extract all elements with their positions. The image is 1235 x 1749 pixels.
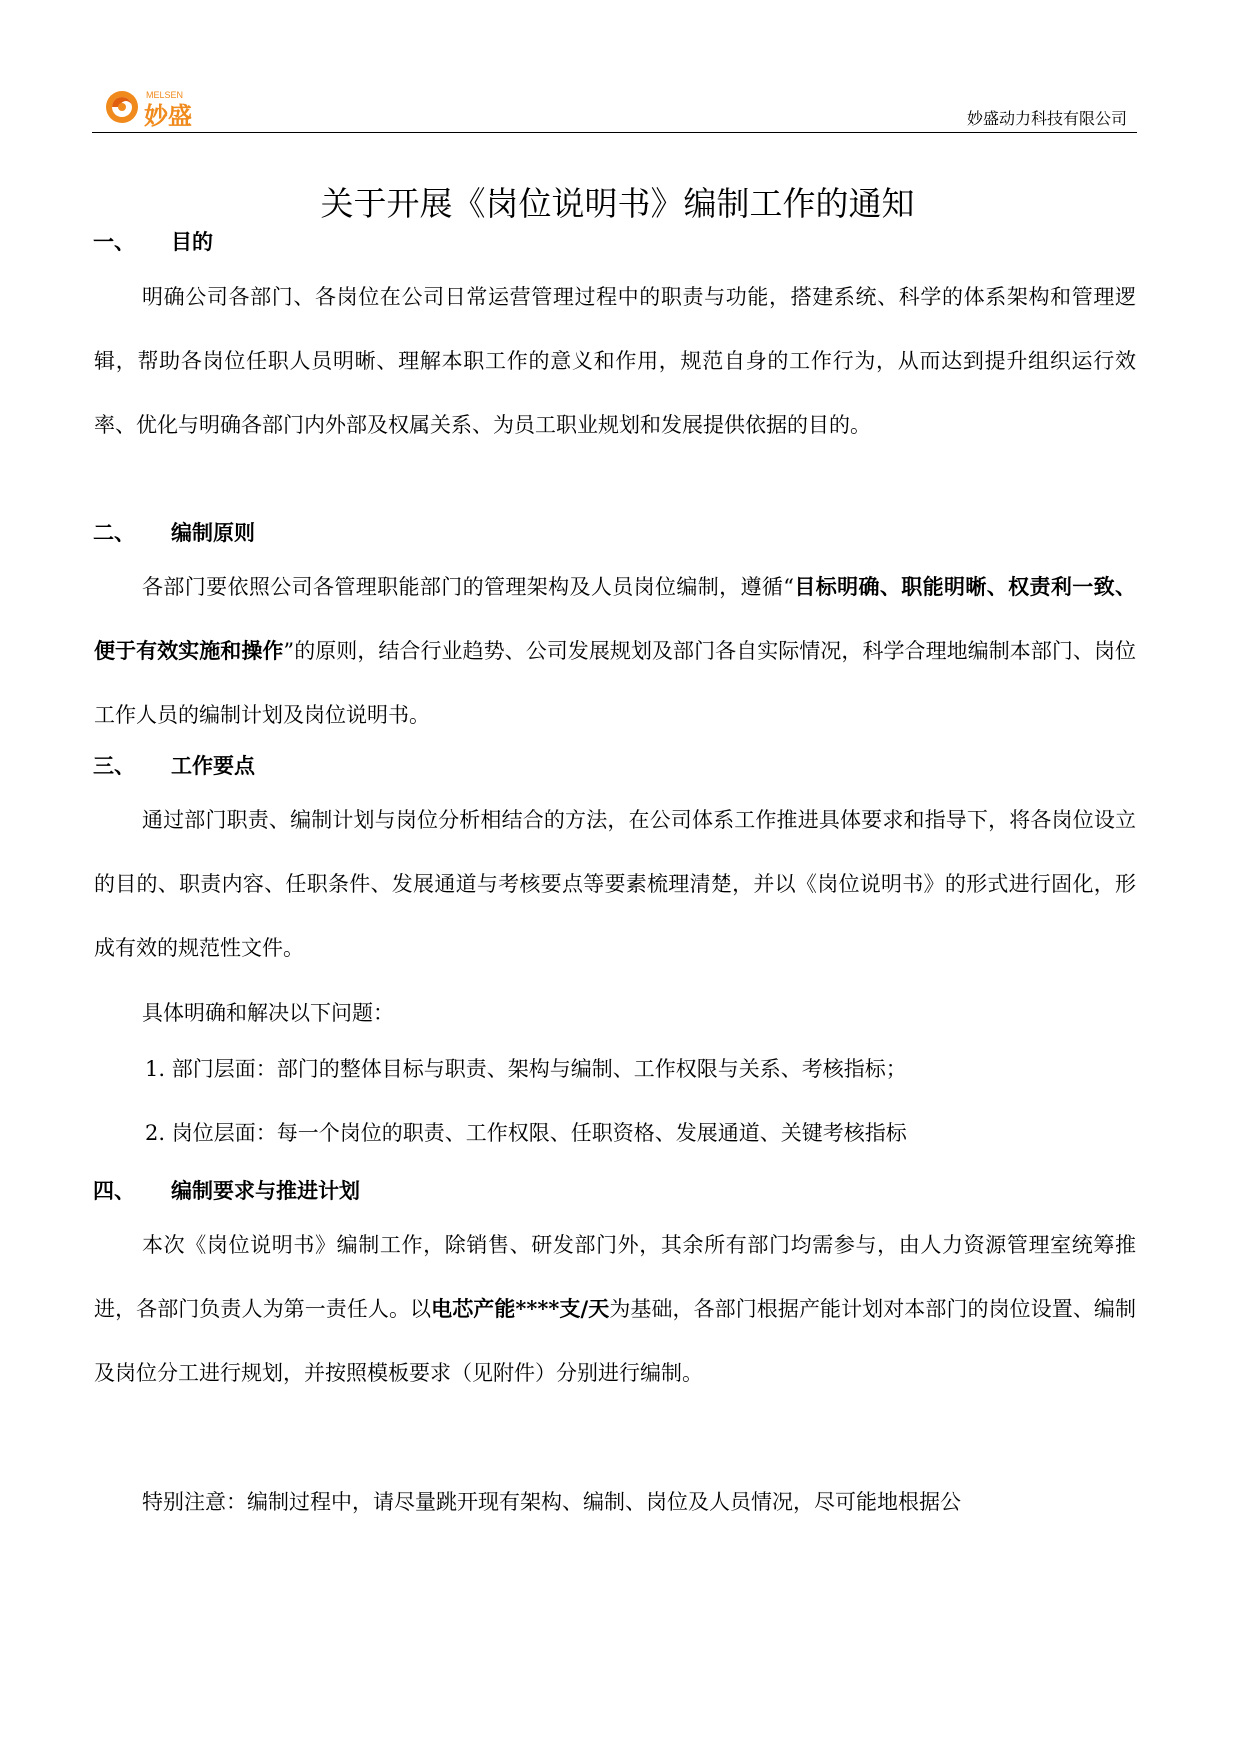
list-item: 1. 部门层面：部门的整体目标与职责、架构与编制、工作权限与关系、考核指标； <box>145 1057 907 1081</box>
text-run: ”的原则，结合行业趋势、公司发展规划及部门各自实际情况，科学合理地编制本部门、岗位工作人员的编制计划及岗位说明书。 <box>94 639 1137 727</box>
logo-text-main: 妙盛 <box>144 102 192 128</box>
section-number: 二、 <box>93 521 135 545</box>
section-title: 工作要点 <box>171 754 255 778</box>
text-run: 各部门要依照公司各管理职能部门的管理架构及人员岗位编制，遵循“ <box>142 575 794 599</box>
bold-capacity: 电芯产能****支/天 <box>431 1296 610 1321</box>
paragraph <box>94 555 1136 747</box>
paragraph: 通过部门职责、编制计划与岗位分析相结合的方法，在公司体系工作推进具体要求和指导下，将各岗位设立的目的、职责内容、任职条件、发展通道与考核要点等要素梳理清楚，并以《岗位说明书》的形式进行固化，形成有效的规范性文件。 <box>94 808 1136 960</box>
list-item: 2. 岗位层面：每一个岗位的职责、工作权限、任职资格、发展通道、关键考核指标 <box>145 1121 907 1145</box>
section-number: 四、 <box>93 1179 135 1203</box>
section-title: 编制原则 <box>171 521 255 545</box>
paragraph: 明确公司各部门、各岗位在公司日常运营管理过程中的职责与功能，搭建系统、科学的体系架构和管理逻辑，帮助各岗位任职人员明晰、理解本职工作的意义和作用，规范自身的工作行为，从而达到提升组织运行效率、优化与明确各部门内外部及权属关系、为员工职业规划和发展提供依据的目的。 <box>94 285 1136 437</box>
section-title: 目的 <box>171 230 213 254</box>
section-number: 一、 <box>93 230 135 254</box>
company-name: 妙盛动力科技有限公司 <box>966 109 1127 128</box>
section-number: 三、 <box>93 754 135 778</box>
logo-text-top: MELSEN <box>146 90 184 100</box>
paragraph <box>94 1213 1136 1405</box>
document-title: 关于开展《岗位说明书》编制工作的通知 <box>320 184 915 223</box>
company-logo <box>102 86 252 128</box>
bold-principle: 目标明确、职能明晰、权责利一致、便于有效实施和操作 <box>94 574 1137 663</box>
paragraph: 具体明确和解决以下问题： <box>142 1001 394 1025</box>
page-header <box>92 80 1137 133</box>
logo-mark <box>102 86 252 128</box>
text-run: 为基础，各部门根据产能计划对本部门的岗位设置、编制及岗位分工进行规划，并按照模板要求（见附件）分别进行编制。 <box>94 1297 1137 1385</box>
text-run: 本次《岗位说明书》编制工作，除销售、研发部门外，其余所有部门均需参与，由人力资源管理室统筹推进，各部门负责人为第一责任人。以 <box>94 1233 1136 1321</box>
section-heading-3 <box>93 750 255 780</box>
section-heading-2 <box>93 517 255 547</box>
section-heading-1 <box>93 226 213 256</box>
section-title: 编制要求与推进计划 <box>171 1179 360 1203</box>
paragraph: 特别注意：编制过程中，请尽量跳开现有架构、编制、岗位及人员情况，尽可能地根据公 <box>142 1490 961 1514</box>
section-heading-4 <box>93 1175 360 1205</box>
